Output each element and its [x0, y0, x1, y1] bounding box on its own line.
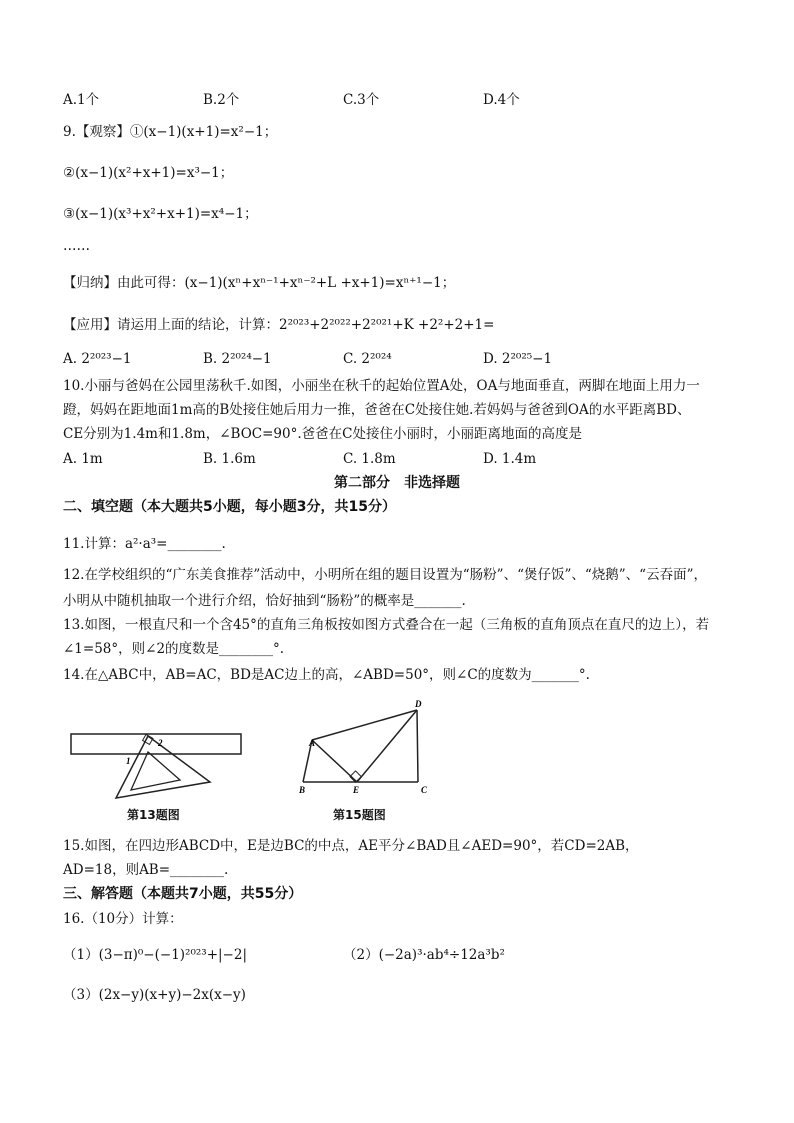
q16-part-1: （1）(3−π)⁰−(−1)²⁰²³+|−2|	[63, 947, 248, 963]
q13-line-2: ∠1=58°，则∠2的度数是________°.	[63, 641, 285, 657]
q10-option-a: A. 1m	[63, 451, 103, 467]
figure-13	[68, 722, 248, 804]
q9-option-c: C. 2²⁰²⁴	[343, 351, 392, 367]
q9-option-b: B. 2²⁰²⁴−1	[203, 351, 272, 367]
figure-15	[295, 698, 445, 798]
fig15-label-c: C	[421, 785, 428, 795]
section-3-title: 三、解答题（本题共7小题，共55分）	[63, 886, 303, 902]
q9-ellipsis: ……	[63, 238, 90, 254]
q9-option-a: A. 2²⁰²³−1	[63, 351, 132, 367]
q10-line-3: CE分别为1.4m和1.8m，∠BOC=90°.爸爸在C处接住小丽时，小丽距离地面的高度是	[63, 426, 582, 442]
q16-title: 16.（10分）计算：	[63, 911, 183, 927]
q15-line-1: 15.如图，在四边形ABCD中，E是边BC的中点，AE平分∠BAD且∠AED=90°，若CD=2AB，	[63, 838, 639, 854]
q8-option-a: A.1个	[63, 92, 100, 108]
q8-option-c: C.3个	[343, 92, 380, 108]
q9-induction: 【归纳】由此可得：(x−1)(xⁿ+xⁿ⁻¹+xⁿ⁻²+L +x+1)=xⁿ⁺¹−1；	[63, 275, 456, 291]
q14: 14.在△ABC中，AB=AC，BD是AC边上的高，∠ABD=50°，则∠C的度数为_______°.	[63, 667, 590, 683]
fig13-caption: 第13题图	[127, 808, 180, 822]
q9-apply: 【应用】请运用上面的结论，计算：2²⁰²³+2²⁰²²+2²⁰²¹+K +2²+2+1=	[63, 317, 495, 333]
q13-line-1: 13.如图，一根直尺和一个含45°的直角三角板按如图方式叠合在一起（三角板的直角顶点在直尺的边上），若	[63, 617, 710, 633]
q11: 11.计算：a²·a³=________.	[63, 536, 226, 552]
q10-line-2: 蹬，妈妈在距地面1m高的B处接住她后用力一推，爸爸在C处接住她.若妈妈与爸爸到OA的水平距离BD、	[63, 402, 691, 418]
q16-part-3: （3）(2x−y)(x+y)−2x(x−y)	[63, 987, 246, 1003]
fig13-label-2: 2	[158, 738, 163, 748]
q12-line-2: 小明从中随机抽取一个进行介绍，恰好抽到“肠粉”的概率是_______.	[63, 593, 466, 609]
fig15-label-e: E	[353, 785, 360, 795]
fig13-label-1: 1	[126, 756, 131, 766]
fig15-label-d: D	[415, 699, 422, 709]
q9-option-d: D. 2²⁰²⁵−1	[483, 351, 553, 367]
q9-line-2: ②(x−1)(x²+x+1)=x³−1；	[63, 165, 234, 181]
q10-option-d: D. 1.4m	[483, 451, 537, 467]
part-2-title: 第二部分 非选择题	[334, 475, 460, 491]
q10-option-c: C. 1.8m	[343, 451, 396, 467]
q12-line-1: 12.在学校组织的“广东美食推荐”活动中，小明所在组的题目设置为“肠粉”、“煲仔饭”、“烧鹅”、“云吞面”，	[63, 567, 707, 583]
q15-line-2: AD=18，则AB=________.	[63, 862, 229, 878]
fig15-label-a: A	[309, 738, 316, 748]
fig15-caption: 第15题图	[333, 808, 386, 822]
q8-option-b: B.2个	[203, 92, 240, 108]
q8-option-d: D.4个	[483, 92, 520, 108]
q10-line-1: 10.小丽与爸妈在公园里荡秋千.如图，小丽坐在秋千的起始位置A处，OA与地面垂直，两脚在地面上用力一	[63, 378, 700, 394]
q9-line-3: ③(x−1)(x³+x²+x+1)=x⁴−1；	[63, 206, 258, 222]
section-2-title: 二、填空题（本大题共5小题，每小题3分，共15分）	[63, 499, 396, 515]
q16-part-2: （2）(−2a)³·ab⁴÷12a³b²	[343, 947, 505, 963]
q10-option-b: B. 1.6m	[203, 451, 256, 467]
q9-observe: 9.【观察】①(x−1)(x+1)=x²−1；	[63, 124, 278, 140]
fig15-label-b: B	[299, 785, 306, 795]
